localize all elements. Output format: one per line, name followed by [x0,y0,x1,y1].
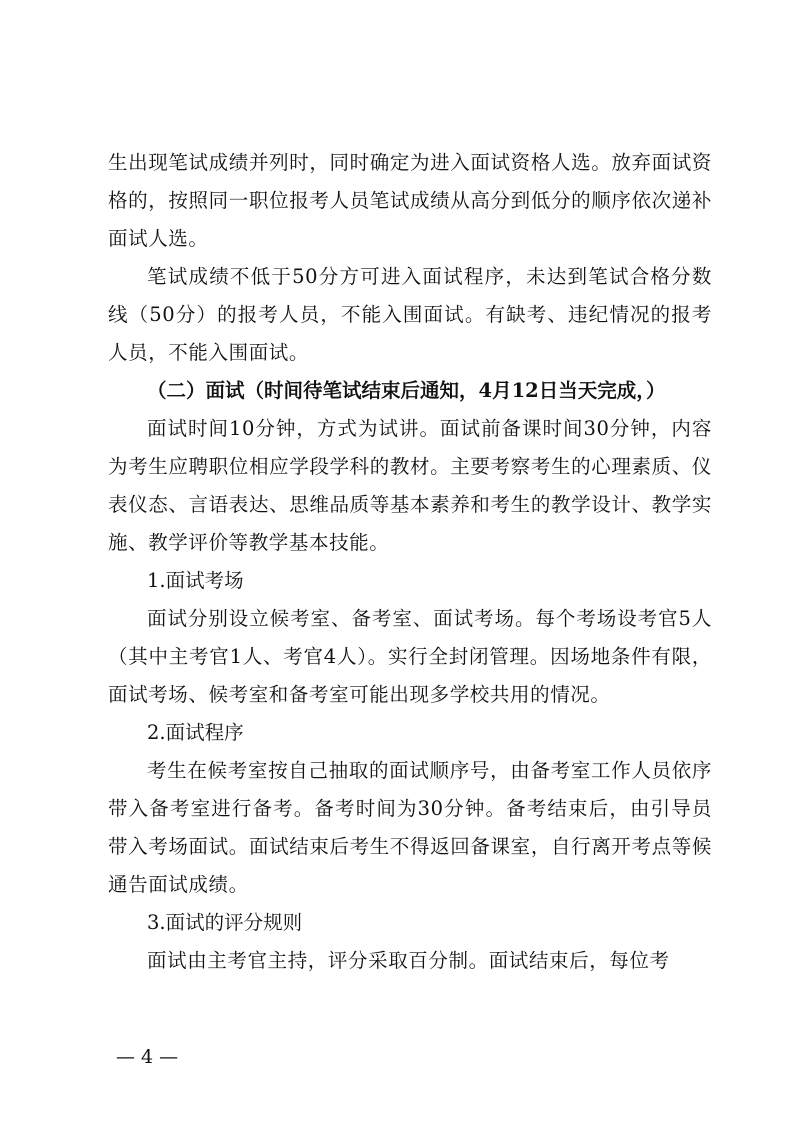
subheading-scoring-rules: 3.面试的评分规则 [147,911,303,934]
paragraph-tie-rule: 生出现笔试成绩并列时，同时确定为进入面试资格人选。放弃面试资格的，按照同一职位报考人员笔试成绩从高分到低分的顺序依次递补面试人选。 [108,151,712,250]
paragraph-passing-score: 笔试成绩不低于50分方可进入面试程序，未达到笔试合格分数线（50分）的报考人员，不能入围面试。有缺考、违纪情况的报考人员，不能入围面试。 [108,265,712,364]
page-number: — 4 — [116,1046,179,1068]
paragraph-scoring: 面试由主考官主持，评分采取百分制。面试结束后，每位考 [147,949,670,972]
section-heading-interview: （二）面试（时间待笔试结束后通知，4月12日当天完成，） [147,379,666,402]
paragraph-venue: 面试分别设立候考室、备考室、面试考场。每个考场设考官5人（其中主考官1人、考官4人）。实行全封闭管理。因场地条件有限，面试考场、候考室和备考室可能出现多学校共用的情况。 [108,607,712,706]
subheading-procedure: 2.面试程序 [147,721,244,744]
subheading-venue: 1.面试考场 [147,569,244,592]
paragraph-procedure: 考生在候考室按自己抽取的面试顺序号，由备考室工作人员依序带入备考室进行备考。备考时间为30分钟。备考结束后，由引导员带入考场面试。面试结束后考生不得返回备课室，自行离开考点等候通告面试成绩。 [108,759,712,896]
document-body [108,144,712,980]
paragraph-interview-format: 面试时间10分钟，方式为试讲。面试前备课时间30分钟，内容为考生应聘职位相应学段学科的教材。主要考察考生的心理素质、仪表仪态、言语表达、思维品质等基本素养和考生的教学设计、教学实施、教学评价等教学基本技能。 [108,417,712,554]
